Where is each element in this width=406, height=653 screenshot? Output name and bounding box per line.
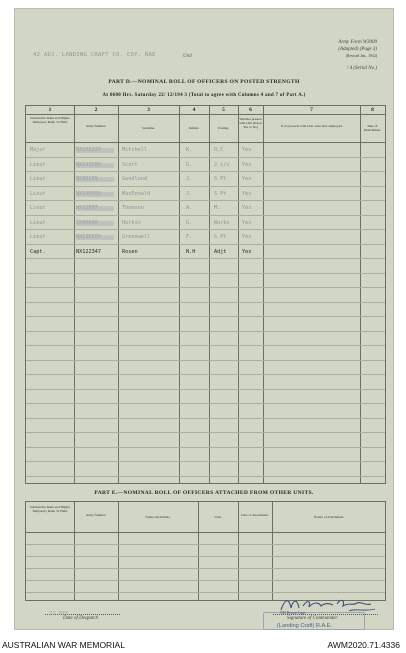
cell-present: Yes [242, 205, 252, 211]
stamp-text: (Landing Craft) R.A.E. [277, 623, 333, 629]
caption-institution: AUSTRALIAN WAR MEMORIAL [2, 640, 125, 650]
cell-rank: Lieut [30, 176, 46, 182]
e-header-rank: Substantive Rank and Higher Temporary Rank 'A' Held. [30, 505, 70, 513]
cell-present: Yes [242, 190, 252, 197]
serial-number: / 4 (Serial No.) [347, 66, 377, 71]
cell-surname: Mitchell [122, 147, 147, 153]
form-revised-line: (Revised Jan., 1942) [345, 54, 377, 58]
cell-rank: Capt. [30, 248, 46, 255]
e-header-name: Name and Initials. [145, 515, 171, 519]
cell-present: Yes [242, 176, 252, 182]
header-army-number: Army Number. [85, 124, 107, 128]
cell-initials: K. [186, 147, 193, 153]
cell-posting: S Pt [214, 176, 227, 182]
cell-initials: J. [186, 176, 193, 182]
despatch-label: Date of Despatch [63, 616, 98, 621]
cell-surname: Rosen [122, 248, 138, 255]
header-present: Whether present with Unit (Insert Yes or No) [239, 117, 262, 129]
cell-present: Yes [242, 161, 252, 168]
cell-posting: S Pt [214, 234, 227, 240]
e-header-attach-date: Date of Attachment. [241, 513, 269, 517]
form-id-line: Army Form W3009 [338, 40, 377, 45]
cell-posting: O.C [214, 147, 224, 153]
cell-posting: Works [214, 219, 230, 226]
signature-label: Signature of Commander. [287, 616, 339, 621]
e-header-nature: Nature of Attachment. [313, 515, 345, 519]
cell-initials: G. [186, 161, 193, 168]
part-e-table [25, 501, 386, 601]
part-d-title: PART D.—NOMINAL ROLL OF OFFICERS ON POSTED STRENGTH [108, 79, 300, 85]
cell-initials: N.H [186, 248, 196, 255]
header-posting: Posting. [217, 126, 230, 130]
cell-rank: Lieut [30, 205, 46, 211]
header-detachment-date: Date of Detachment. [363, 124, 382, 132]
cell-present: Yes [242, 219, 252, 226]
col-number-5: 5 [222, 107, 225, 113]
col-number-7: 7 [310, 107, 313, 113]
col-number-6: 6 [249, 107, 252, 113]
unit-stamp: 42 ADJ. LANDING CRAFT CO. COY. RAE [33, 52, 156, 58]
caption-accession: AWM2020.71.4336 [327, 640, 400, 650]
cell-surname: MacDonald [122, 190, 151, 197]
form-sheet [14, 8, 394, 630]
cell-posting: M. [214, 205, 221, 211]
cell-rank: Lieut [30, 161, 46, 168]
cell-posting: Adjt [214, 248, 227, 255]
part-e-title: PART E.—NOMINAL ROLL OF OFFICERS ATTACHED FROM OTHER UNITS. [94, 490, 314, 496]
header-rank: Substantive Rank and Higher Temporary Rank 'A' Held. [30, 116, 70, 124]
cell-surname: Scott [122, 161, 138, 168]
part-d-subtitle: At 0600 Hrs. Saturday 22/ 12/194 3 (Total to agree with Columns 4 and 7 of Part A.) [102, 93, 306, 98]
cell-initials: J. [186, 190, 193, 197]
col-number-2: 2 [94, 107, 98, 113]
cell-rank: Major [30, 147, 46, 153]
signature-text: NH Rosen Capt [280, 610, 306, 615]
form-adapted-line: (Adapted) (Page 3) [338, 46, 377, 52]
cell-surname: Hurkin [122, 219, 141, 226]
col-number-8: 8 [371, 107, 374, 113]
cell-initials: G. [186, 219, 193, 226]
cell-surname: Thomson [122, 205, 144, 211]
part-d-table [25, 105, 386, 484]
cell-initials: A. [186, 205, 193, 211]
cell-army-no: NX122347 [76, 248, 101, 255]
unit-label: Unit [183, 54, 192, 59]
cell-present: Yes [242, 248, 252, 255]
cell-initials: F. [186, 234, 193, 240]
header-initials: Initials. [188, 126, 200, 130]
e-header-unit: Unit. [214, 515, 222, 519]
cell-surname: Goodlund [122, 176, 147, 182]
cell-posting: 2 i/c [214, 161, 230, 168]
e-header-army-number: Army Number. [85, 513, 107, 517]
header-employment: If not present with Unit, state how employed. [281, 124, 343, 128]
cell-rank: Lieut [30, 234, 46, 240]
cell-present: Yes [242, 234, 252, 240]
form-identifier [338, 40, 377, 60]
cell-surname: Greenwell [122, 234, 151, 240]
despatch-date-stamp: 22 DEC [49, 611, 69, 617]
col-number-1: 1 [48, 107, 52, 113]
col-number-3: 3 [147, 107, 150, 113]
cell-rank: Lieut [30, 219, 46, 226]
cell-rank: Lieut [30, 190, 46, 197]
header-surname: Surname. [142, 126, 155, 130]
cell-present: Yes [242, 147, 252, 153]
col-number-4: 4 [192, 107, 196, 113]
cell-posting: S Pt [214, 190, 227, 197]
commander-signature [279, 594, 379, 616]
